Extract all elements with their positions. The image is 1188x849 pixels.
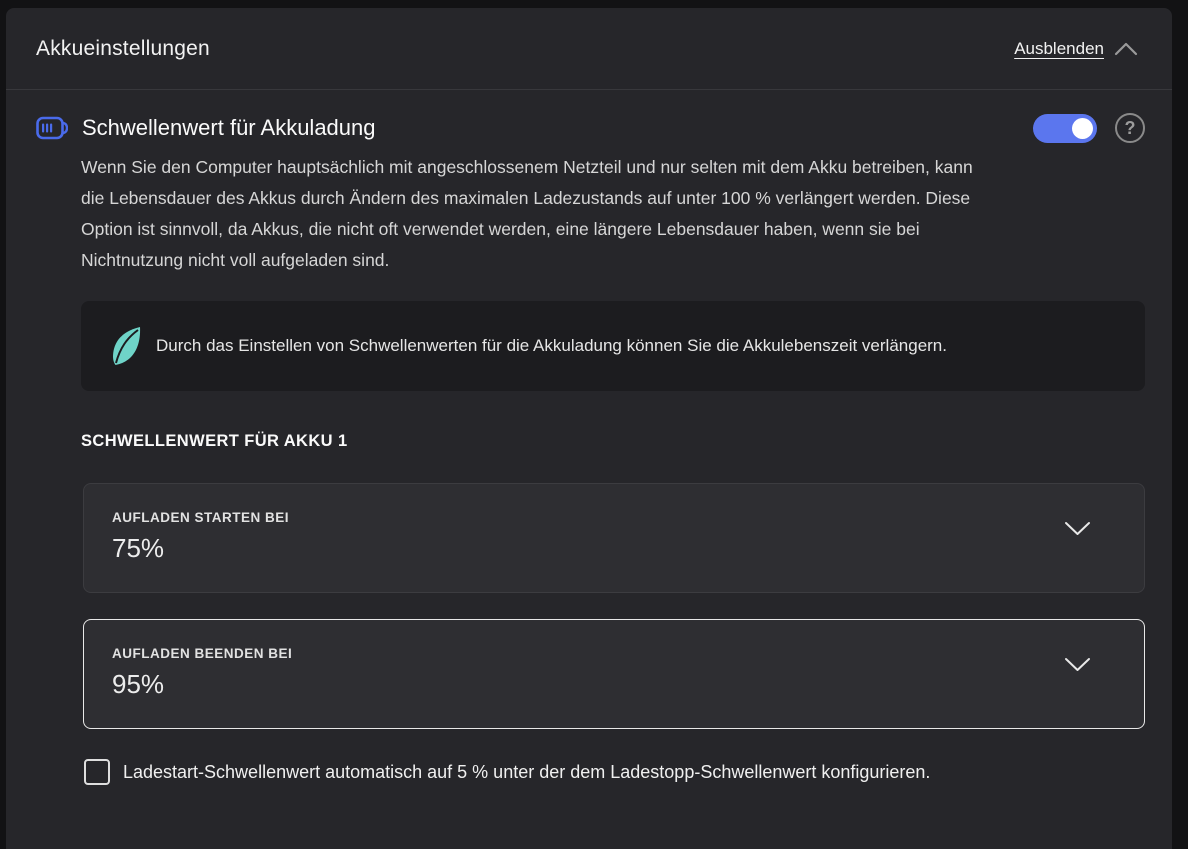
charge-start-value: 75% [112, 533, 165, 563]
tip-box [81, 301, 1145, 391]
auto-threshold-row [84, 759, 1145, 785]
charge-stop-dropdown[interactable] [83, 619, 1145, 729]
hide-section-label[interactable]: Ausblenden [1014, 38, 1104, 58]
section-title: Schwellenwert für Akkuladung [82, 115, 376, 140]
battery-1-section-title: SCHWELLENWERT FÜR AKKU 1 [81, 432, 348, 450]
chevron-down-icon[interactable] [1064, 521, 1091, 536]
panel-header [6, 8, 1172, 90]
chevron-down-icon[interactable] [1064, 657, 1091, 672]
help-icon[interactable]: ? [1115, 113, 1145, 143]
battery-settings-panel [6, 8, 1172, 849]
section-description: Wenn Sie den Computer hauptsächlich mit angeschlossenem Netzteil und nur selten mit dem Akku betreiben, kann die Lebensdauer des Akkus durch Ändern des maximalen Ladezustands auf unter 100 % verlängert werden. Diese Option ist sinnvoll, da Akkus, die nicht oft verwendet werden, eine längere Lebensdauer haben, wenn sie bei Nichtnutzung nicht voll aufgeladen sind. [81, 157, 973, 270]
chevron-up-icon [1114, 42, 1138, 56]
charge-threshold-toggle[interactable] [1033, 114, 1097, 143]
charge-stop-value: 95% [112, 669, 165, 699]
charge-start-dropdown[interactable] [83, 483, 1145, 593]
auto-threshold-checkbox[interactable] [84, 759, 110, 785]
charge-start-label: AUFLADEN STARTEN BEI [112, 510, 289, 525]
auto-threshold-label: Ladestart-Schwellenwert automatisch auf 5 % unter der dem Ladestopp-Schwellenwert konfigurieren. [123, 761, 931, 782]
charge-stop-label: AUFLADEN BEENDEN BEI [112, 646, 293, 661]
leaf-icon [111, 326, 142, 366]
toggle-knob [1072, 118, 1093, 139]
hide-section-button[interactable] [1014, 39, 1138, 59]
battery-icon [36, 115, 68, 141]
panel-content [6, 90, 1172, 785]
page-title: Akkueinstellungen [36, 36, 210, 60]
charge-threshold-header-row [36, 113, 1145, 143]
tip-text: Durch das Einstellen von Schwellenwerten für die Akkuladung können Sie die Akkulebenszeit verlängern. [156, 336, 947, 355]
